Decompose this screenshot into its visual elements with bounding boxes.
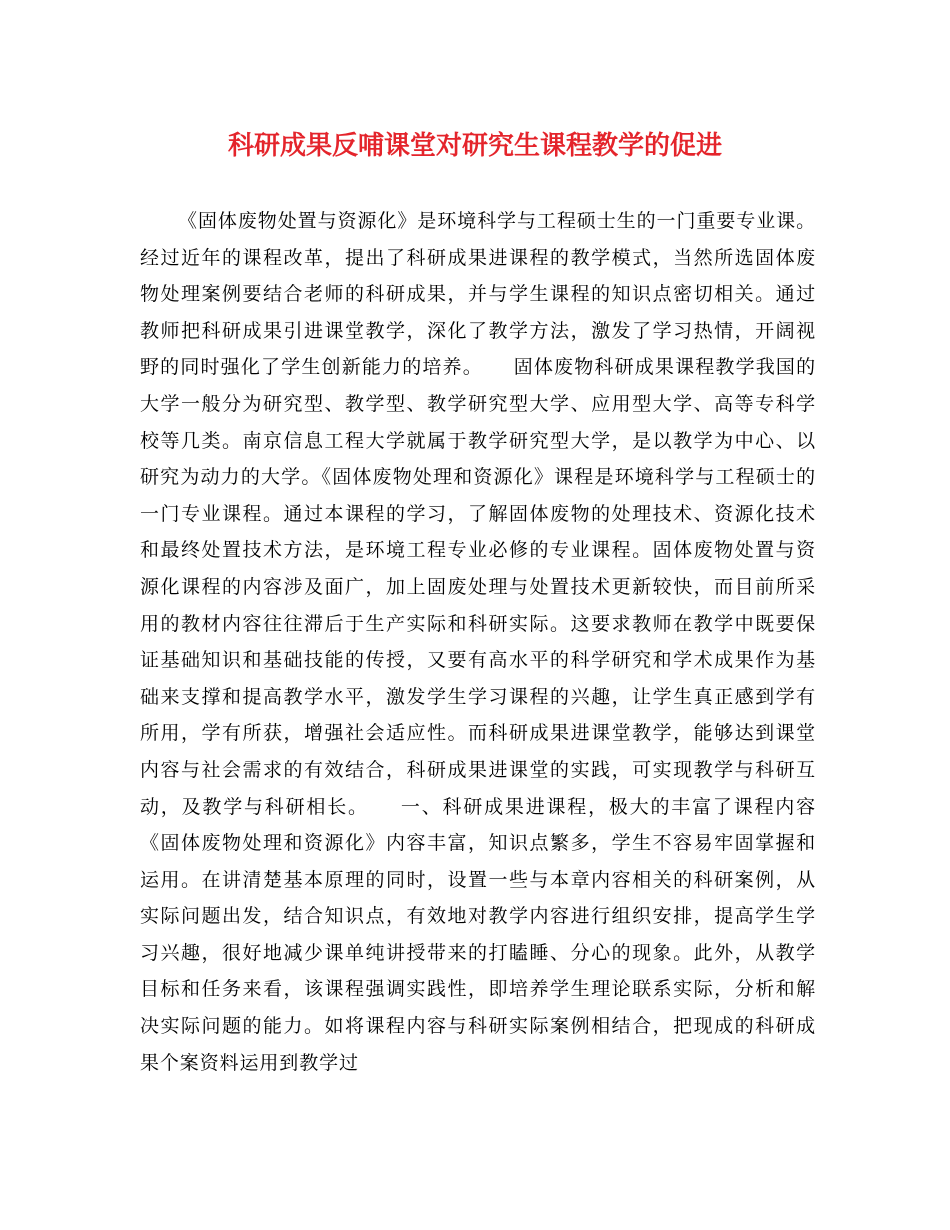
document-body-paragraph: 《固体废物处置与资源化》是环境科学与工程硕士生的一门重要专业课。经过近年的课程改革，提出了科研成果进课程的教学模式，当然所选固体废物处理案例要结合老师的科研成果，并与学生课程的知识点密切相关。通过教师把科研成果引进课堂教学，深化了教学方法，激发了学习热情，开阔视野的同时强化了学生创新能力的培养。 固体废物科研成果课程教学我国的大学一般分为研究型、教学型、教学研究型大学、应用型大学、高等专科学校等几类。南京信息工程大学就属于教学研究型大学，是以教学为中心、以研究为动力的大学。《固体废物处理和资源化》课程是环境科学与工程硕士的一门专业课程。通过本课程的学习，了解固体废物的处理技术、资源化技术和最终处置技术方法，是环境工程专业必修的专业课程。固体废物处置与资源化课程的内容涉及面广，加上固废处理与处置技术更新较快，而目前所采用的教材内容往往滞后于生产实际和科研实际。这要求教师在教学中既要保证基础知识和基础技能的传授，又要有高水平的科学研究和学术成果作为基础来支撑和提高教学水平，激发学生学习课程的兴趣，让学生真正感到学有所用，学有所获，增强社会适应性。而科研成果进课堂教学，能够达到课堂内容与社会需求的有效结合，科研成果进课堂的实践，可实现教学与科研互动，及教学与科研相长。 一、科研成果进课程，极大的丰富了课程内容 《固体废物处理和资源化》内容丰富，知识点繁多，学生不容易牢固掌握和运用。在讲清楚基本原理的同时，设置一些与本章内容相关的科研案例，从实际问题出发，结合知识点，有效地对教学内容进行组织安排，提高学生学习兴趣，很好地减少课单纯讲授带来的打瞌睡、分心的现象。此外，从教学目标和任务来看，该课程强调实践性，即培养学生理论联系实际，分析和解决实际问题的能力。如将课程内容与科研实际案例相结合，把现成的科研成果个案资料运用到教学过 [140, 210, 856, 1074]
document-title: 科研成果反哺课堂对研究生课程教学的促进 [227, 131, 722, 161]
